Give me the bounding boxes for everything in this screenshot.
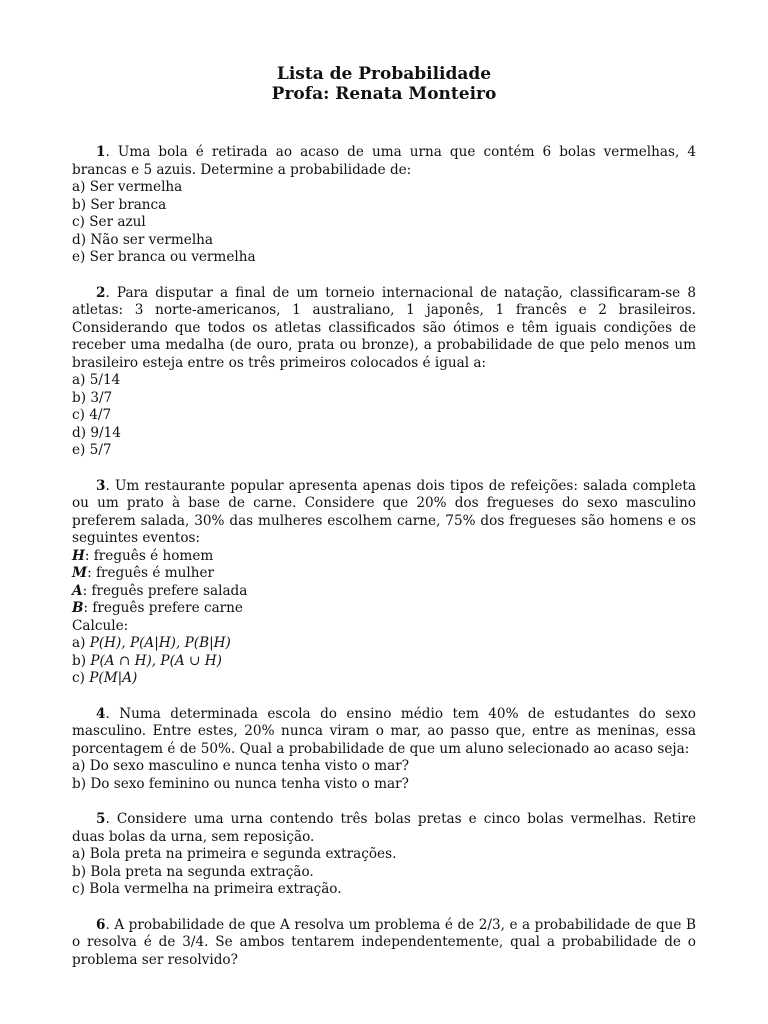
question-5-statement: [72, 811, 696, 846]
question-2: [72, 285, 696, 460]
question-6: [72, 917, 696, 970]
question-number: 3: [96, 477, 106, 494]
event-desc: : freguês é homem: [84, 547, 214, 564]
question-text: . Um restaurante popular apresenta apenas dois tipos de refeições: salada completa ou um prato à base de carne. Considere que 20% dos fregueses do sexo masculino preferem salada, 30% das mulheres escolhem carne, 75% dos fregueses são homens e os seguintes eventos:: [72, 477, 696, 546]
event-symbol: M: [72, 565, 88, 581]
question-text: . Considere uma urna contendo três bolas pretas e cinco bolas vermelhas. Retire duas bolas da urna, sem reposição.: [72, 811, 696, 845]
option-e: e) Ser branca ou vermelha: [72, 249, 256, 265]
item-expression: P(A ∩ H), P(A ∪ H): [90, 652, 222, 669]
question-number: 2: [96, 284, 106, 301]
subtitle-line: Profa: Renata Monteiro: [271, 84, 497, 104]
item-b: [72, 653, 696, 671]
option-b: b) Ser branca: [72, 196, 167, 213]
item-label: a): [72, 635, 90, 651]
option-d: d) 9/14: [72, 424, 121, 441]
event-h: [72, 548, 696, 566]
option-a: a) Bola preta na primeira e segunda extrações.: [72, 846, 397, 862]
question-number: 1: [96, 144, 106, 160]
option-c: c) Ser azul: [72, 214, 146, 230]
event-b: [72, 600, 696, 618]
option-e: e) 5/7: [72, 442, 112, 458]
document-page: [72, 64, 696, 969]
question-number: 4: [96, 705, 106, 722]
event-m: [72, 565, 696, 583]
event-a: [72, 583, 696, 601]
item-expression: P(M|A): [89, 670, 138, 686]
question-text: . A probabilidade de que A resolva um problema é de 2/3, e a probabilidade de que B o resolva é de 3/4. Se ambos tentarem independentemente, qual a probabilidade de o problema ser resolvido?: [72, 916, 696, 968]
option-a: a) Do sexo masculino e nunca tenha visto o mar?: [72, 758, 409, 774]
document-title: [72, 64, 696, 104]
option-c: c) Bola vermelha na primeira extração.: [72, 881, 342, 897]
question-1: [72, 144, 696, 267]
event-desc: : freguês é mulher: [87, 565, 214, 581]
question-4: [72, 706, 696, 794]
option-b: b) Do sexo feminino ou nunca tenha visto o mar?: [72, 775, 409, 792]
event-symbol: A: [72, 582, 83, 599]
calc-label: Calcule:: [72, 617, 129, 634]
item-expression: P(H), P(A|H), P(B|H): [89, 635, 231, 651]
item-label: b): [72, 652, 91, 669]
option-b: b) 3/7: [72, 389, 113, 406]
question-text: . Uma bola é retirada ao acaso de uma urna que contém 6 bolas vermelhas, 4 brancas e 5 azuis. Determine a probabilidade de:: [72, 144, 696, 178]
event-symbol: B: [72, 600, 84, 616]
question-text: . Para disputar a final de um torneio internacional de natação, classificaram-se 8 atletas: 3 norte-americanos, 1 australiano, 1 japonês, 1 francês e 2 brasileiros. Considerando que todos os atletas classificados são ótimos e têm iguais condições de receber uma medalha (de ouro, prata ou bronze), a probabilidade de que pelo menos um brasileiro esteja entre os três primeiros colocados é igual a:: [72, 284, 696, 371]
title-line: Lista de Probabilidade: [276, 64, 492, 84]
question-2-statement: [72, 285, 696, 373]
question-4-statement: [72, 706, 696, 759]
option-a: a) 5/14: [72, 372, 121, 388]
question-6-statement: [72, 917, 696, 970]
item-label: c): [72, 670, 90, 686]
option-a: a) Ser vermelha: [72, 179, 183, 195]
item-a: [72, 635, 696, 653]
question-text: . Numa determinada escola do ensino médio tem 40% de estudantes do sexo masculino. Entre estes, 20% nunca viram o mar, ao passo que, entre as meninas, essa porcentagem é de 50%. Qual a probabilidade de que um aluno selecionado ao acaso seja:: [72, 705, 696, 757]
question-number: 6: [96, 916, 106, 933]
option-c: c) 4/7: [72, 407, 112, 423]
question-3-statement: [72, 478, 696, 548]
question-3: [72, 478, 696, 688]
question-1-statement: [72, 144, 696, 179]
question-5: [72, 811, 696, 899]
event-desc: : freguês prefere salada: [82, 582, 248, 599]
event-symbol: H: [72, 547, 85, 564]
question-number: 5: [96, 811, 106, 827]
item-c: [72, 670, 696, 688]
option-b: b) Bola preta na segunda extração.: [72, 863, 314, 880]
event-desc: : freguês prefere carne: [83, 600, 243, 616]
option-d: d) Não ser vermelha: [72, 231, 214, 248]
